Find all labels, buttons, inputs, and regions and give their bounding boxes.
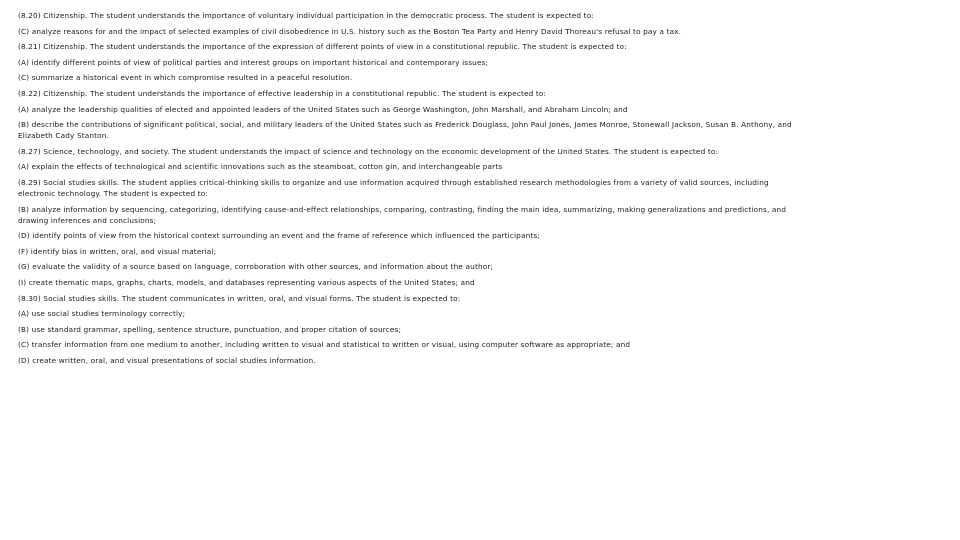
standard-8-30-a: (A) use social studies terminology correctly;	[18, 309, 186, 319]
standard-8-22-heading: (8.22) Citizenship. The student understands the importance of effective leadership in a constitutional republic. The student is expected to:	[18, 88, 547, 98]
standard-8-21-c: (C) summarize a historical event in which compromise resulted in a peaceful resolution.	[18, 73, 353, 83]
standard-8-30-heading: (8.30) Social studies skills. The student communicates in written, oral, and visual forms. The student is expected to:	[18, 293, 461, 303]
standard-8-29-d: (D) identify points of view from the historical context surrounding an event and the frame of reference which influenced the participants;	[18, 231, 540, 241]
standard-8-22-a: (A) analyze the leadership qualities of elected and appointed leaders of the United States such as George Washington, John Marshall, and Abraham Lincoln; and	[18, 104, 628, 114]
standards-document	[18, 10, 798, 370]
standard-8-22-b: (B) describe the contributions of significant political, social, and military leaders of the United States such as Frederick Douglass, John Paul Jones, James Monroe, Stonewall Jackson, Susan B. Anthony, and Elizabeth Cady Stanton.	[18, 120, 792, 141]
standard-8-30-b: (B) use standard grammar, spelling, sentence structure, punctuation, and proper citation of sources;	[18, 324, 402, 334]
standard-8-29-f: (F) identify bias in written, oral, and visual material;	[18, 246, 217, 256]
standard-8-30-d: (D) create written, oral, and visual presentations of social studies information.	[18, 355, 316, 365]
standard-8-21-a: (A) identify different points of view of political parties and interest groups on important historical and contemporary issues;	[18, 57, 489, 67]
standard-8-29-i: (I) create thematic maps, graphs, charts, models, and databases representing various aspects of the United States; and	[18, 277, 475, 287]
standard-8-20-c: (C) analyze reasons for and the impact of selected examples of civil disobedience in U.S. history such as the Boston Tea Party and Henry David Thoreau's refusal to pay a tax.	[18, 26, 682, 36]
standard-8-29-b: (B) analyze information by sequencing, categorizing, identifying cause-and-effect relationships, comparing, contrasting, finding the main idea, summarizing, making generalizations and predictions, and drawing inferences and conclusions;	[18, 204, 787, 225]
standard-8-20-heading: (8.20) Citizenship. The student understands the importance of voluntary individual participation in the democratic process. The student is expected to:	[18, 11, 594, 20]
standard-8-21-heading: (8.21) Citizenship. The student understands the importance of the expression of different points of view in a constitutional republic. The student is expected to:	[18, 42, 627, 52]
standard-8-30-c: (C) transfer information from one medium to another, including written to visual and statistical to written or visual, using computer software as appropriate; and	[18, 340, 631, 350]
standard-8-27-heading: (8.27) Science, technology, and society. The student understands the impact of science and technology on the economic development of the United States. The student is expected to:	[18, 146, 719, 156]
standard-8-29-g: (G) evaluate the validity of a source based on language, corroboration with other sources, and information about the author;	[18, 262, 494, 272]
standard-8-29-heading: (8.29) Social studies skills. The student applies critical-thinking skills to organize and use information acquired through established research methodologies from a variety of valid sources, including electronic technology. The student is expected to:	[18, 177, 769, 198]
standard-8-27-a: (A) explain the effects of technological and scientific innovations such as the steamboat, cotton gin, and interchangeable parts	[18, 162, 503, 172]
